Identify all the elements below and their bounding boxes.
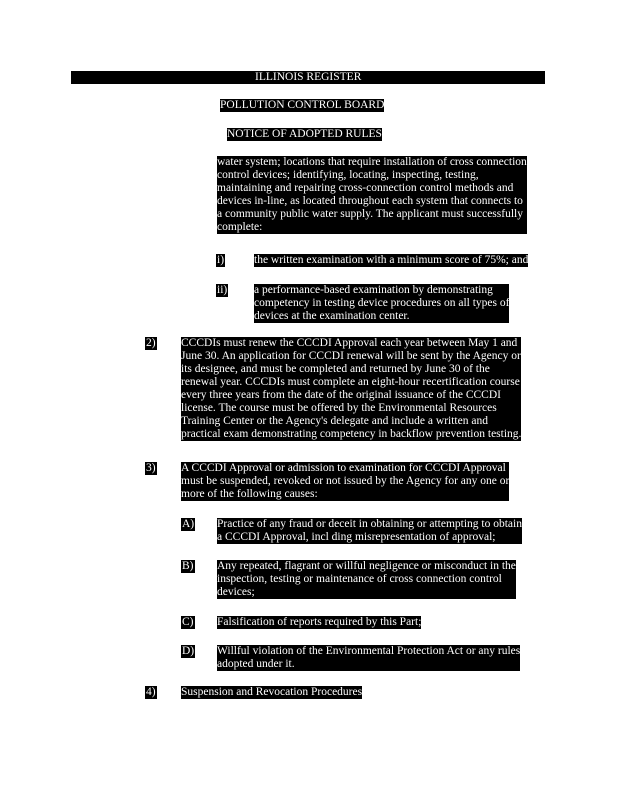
register-header-bar: [71, 71, 545, 84]
sub-i-marker: i): [217, 254, 225, 266]
board-title: POLLUTION CONTROL BOARD: [220, 99, 385, 111]
sub-d-marker: D): [182, 645, 195, 657]
sub-b-marker: B): [182, 560, 194, 572]
sub-ii-text: a performance-based examination by demonstrating competency in testing device procedures on all types of devices at the examination center.: [254, 284, 510, 322]
sub-a-text: Practice of any fraud or deceit in obtaining or attempting to obtain a CCCDI Approval, incl ding misrepresentation of approval;: [217, 518, 522, 543]
item-4-marker: 4): [146, 686, 156, 698]
sub-b-text: Any repeated, flagrant or willful negligence or misconduct in the inspection, testing or maintenance of cross connection control devices;: [217, 560, 516, 598]
item-3-text: A CCCDI Approval or admission to examination for CCCDI Approval must be suspended, revoked or not issued by the Agency for any one or more of the following causes:: [181, 462, 510, 500]
sub-ii-marker: ii): [217, 284, 228, 296]
sub-c-marker: C): [182, 616, 194, 628]
notice-title: NOTICE OF ADOPTED RULES: [227, 128, 382, 140]
sub-c-text: Falsification of reports required by this Part;: [217, 616, 422, 628]
register-title: ILLINOIS REGISTER: [255, 71, 362, 83]
item-3-marker: 3): [146, 462, 156, 474]
item-2-text: CCCDIs must renew the CCCDI Approval each year between May 1 and June 30. An application for CCCDI renewal will be sent by the Agency or its designee, and must be completed and returned by June 30 of the renewal year. CCCDIs must complete an eight-hour recertification course every three years from the date of the original issuance of the CCCDI license. The course must be offered by the Environmental Resources Training Center or the Agency's delegate and include a written and practical exam demonstrating competency in backflow prevention testing.: [181, 337, 522, 440]
item-4-text: Suspension and Revocation Procedures: [181, 686, 363, 698]
item-2-marker: 2): [146, 337, 156, 349]
sub-d-text: Willful violation of the Environmental Protection Act or any rules adopted under it.: [217, 645, 521, 670]
sub-a-marker: A): [182, 518, 195, 530]
intro-paragraph: water system; locations that require installation of cross connection control devices; identifying, locating, inspecting, testing, maintaining and repairing cross-connection control methods and devices in-line, as located throughout each system that connects to a community public water supply. The applicant must successfully complete:: [217, 156, 527, 233]
sub-i-text: the written examination with a minimum score of 75%; and: [254, 254, 529, 266]
